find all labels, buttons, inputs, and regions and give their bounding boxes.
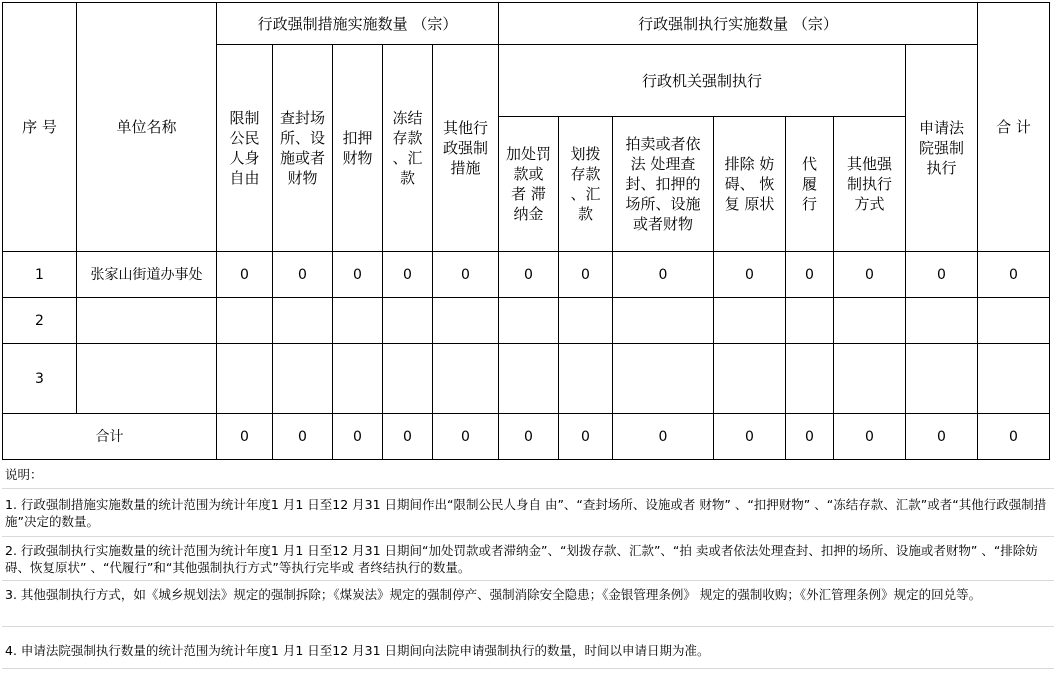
- row-seq: 1: [3, 252, 77, 298]
- cell: 0: [217, 414, 273, 460]
- cell: [333, 344, 383, 414]
- divider: [2, 668, 1054, 669]
- note-item: 4. 申请法院强制执行数量的统计范围为统计年度1 月1 日至12 月31 日期间向法院申请强制执行的数量，时间以申请日期为准。: [5, 643, 710, 658]
- cell: 0: [714, 414, 786, 460]
- cell: 0: [834, 252, 906, 298]
- header-agency-execution: 行政机关强制执行: [499, 45, 906, 117]
- note-item: 3. 其他强制执行方式，如《城乡规划法》规定的强制拆除；《煤炭法》规定的强制停产、强制消除安全隐患；《金银管理条例》 规定的强制收购；《外汇管理条例》规定的回兑等。: [5, 587, 982, 602]
- note-item: 2. 行政强制执行实施数量的统计范围为统计年度1 月1 日至12 月31 日期间“加处罚款或者滞纳金”、“划拨存款、汇款”、“拍 卖或者依法处理查封、扣押的场所、设施或者财物” 、“排除妨碍、恢复原状” 、“代履行”和“其他强制执行方式”等执行完毕或 者终结执行的数量。: [5, 543, 1038, 575]
- cell: [383, 298, 433, 344]
- cell: 0: [383, 414, 433, 460]
- header-restrict-personal-freedom: 限制 公民 人身 自由: [217, 45, 273, 252]
- cell: 0: [714, 252, 786, 298]
- header-seq: 序 号: [3, 3, 77, 252]
- cell: [786, 298, 834, 344]
- cell: [613, 298, 714, 344]
- divider: [2, 580, 1054, 581]
- cell: [978, 344, 1050, 414]
- cell: [714, 298, 786, 344]
- cell: 0: [433, 414, 499, 460]
- cell: [217, 298, 273, 344]
- header-unit-name: 单位名称: [77, 3, 217, 252]
- cell: [217, 344, 273, 414]
- cell: 0: [217, 252, 273, 298]
- cell: [714, 344, 786, 414]
- cell: 0: [333, 252, 383, 298]
- note-item: 1. 行政强制措施实施数量的统计范围为统计年度1 月1 日至12 月31 日期间作出“限制公民人身自 由”、“查封场所、设施或者 财物” 、“扣押财物” 、“冻结存款、汇款”或者“其他行政强制措施”决定的数量。: [5, 497, 1047, 529]
- cell: [834, 298, 906, 344]
- table-row: [3, 298, 1050, 344]
- table-row: [3, 252, 1050, 298]
- cell: [786, 344, 834, 414]
- cell: 0: [786, 252, 834, 298]
- divider: [2, 488, 1054, 489]
- table-row: [3, 344, 1050, 414]
- cell: 0: [978, 414, 1050, 460]
- row-unit-name: [77, 298, 217, 344]
- cell: 0: [906, 414, 978, 460]
- header-court-execution: 申请法 院强制 执行: [906, 45, 978, 252]
- cell: [559, 344, 613, 414]
- cell: [906, 298, 978, 344]
- cell: 0: [786, 414, 834, 460]
- divider: [2, 626, 1054, 627]
- enforcement-table: [2, 2, 1050, 460]
- header-late-fee-penalty: 加处罚 款或 者 滞 纳金: [499, 117, 559, 252]
- header-freeze-deposits: 冻结 存款 、汇 款: [383, 45, 433, 252]
- cell: [383, 344, 433, 414]
- header-other-execution: 其他强 制执行 方式: [834, 117, 906, 252]
- header-transfer-deposits: 划拨 存款 、汇 款: [559, 117, 613, 252]
- notes-title: 说明：: [5, 467, 43, 482]
- cell: [433, 298, 499, 344]
- cell: [978, 298, 1050, 344]
- header-remove-obstruction: 排除 妨 碍、 恢 复 原状: [714, 117, 786, 252]
- cell: 0: [559, 414, 613, 460]
- cell: 0: [273, 414, 333, 460]
- cell: 0: [906, 252, 978, 298]
- header-measures-group: 行政强制措施实施数量 （宗）: [217, 3, 499, 45]
- header-execution-group: 行政强制执行实施数量 （宗）: [499, 3, 978, 45]
- total-label: 合计: [3, 414, 217, 460]
- cell: 0: [834, 414, 906, 460]
- header-other-measures: 其他行 政强制 措施: [433, 45, 499, 252]
- total-row: [3, 414, 1050, 460]
- cell: [559, 298, 613, 344]
- header-substitute-performance: 代 履 行: [786, 117, 834, 252]
- cell: 0: [613, 252, 714, 298]
- divider: [2, 536, 1054, 537]
- cell: 0: [978, 252, 1050, 298]
- row-unit-name: [77, 344, 217, 414]
- cell: 0: [383, 252, 433, 298]
- cell: 0: [613, 414, 714, 460]
- cell: [273, 344, 333, 414]
- cell: 0: [499, 414, 559, 460]
- cell: [273, 298, 333, 344]
- header-auction-dispose: 拍卖或者依 法 处理查 封、扣押的 场所、设施 或者财物: [613, 117, 714, 252]
- cell: 0: [559, 252, 613, 298]
- cell: [433, 344, 499, 414]
- header-seal-premises-property: 查封场 所、设 施或者 财物: [273, 45, 333, 252]
- cell: 0: [433, 252, 499, 298]
- cell: 0: [273, 252, 333, 298]
- cell: 0: [333, 414, 383, 460]
- cell: [613, 344, 714, 414]
- cell: [499, 344, 559, 414]
- cell: [906, 344, 978, 414]
- cell: [834, 344, 906, 414]
- cell: [333, 298, 383, 344]
- cell: [499, 298, 559, 344]
- row-unit-name: 张家山街道办事处: [77, 252, 217, 298]
- header-seize-property: 扣押 财物: [333, 45, 383, 252]
- header-total: 合 计: [978, 3, 1050, 252]
- row-seq: 3: [3, 344, 77, 414]
- cell: 0: [499, 252, 559, 298]
- row-seq: 2: [3, 298, 77, 344]
